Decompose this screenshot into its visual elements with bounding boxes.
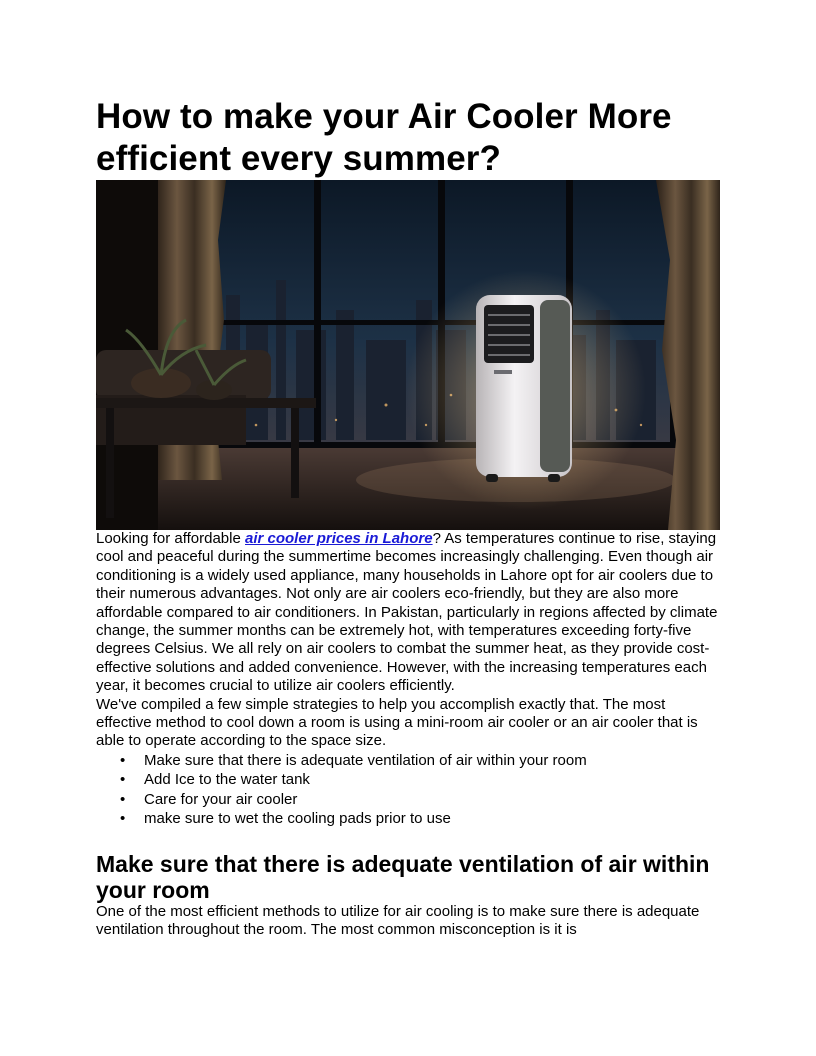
list-item (120, 809, 720, 829)
intro-paragraph (96, 530, 720, 696)
intro-text-rest: ? As temperatures continue to rise, staying cool and peaceful during the summertime becomes increasingly challenging. Even though air conditioning is a widely used appliance, many households in Lahore opt for air coolers due to their numerous advantages. Not only are air coolers eco-friendly, but they are also more affordable compared to air conditioners. In Pakistan, particularly in regions affected by climate change, the summer months can be extremely hot, with temperatures exceeding forty-five degrees Celsius. We all rely on air coolers to combat the summer heat, as they provide cost-effective solutions and added convenience. However, with the increasing temperatures each year, it becomes crucial to utilize air coolers efficiently. (96, 530, 718, 695)
section-body-ventilation: One of the most efficient methods to utilize for air cooling is to make sure there is adequate ventilation throughout the room. The most common misconception is it is (96, 902, 700, 939)
hero-image-air-cooler (96, 180, 720, 530)
bullet-icon: • (120, 751, 126, 769)
tips-list (96, 751, 720, 829)
intro-text-start: Looking for affordable (96, 530, 245, 547)
list-item (120, 751, 720, 771)
list-item (120, 790, 720, 810)
tip-text: Add Ice to the water tank (144, 771, 310, 789)
tip-text: Care for your air cooler (144, 790, 298, 808)
tip-text: Make sure that there is adequate ventilation of air within your room (144, 751, 587, 769)
bullet-icon: • (120, 810, 126, 828)
bullet-icon: • (120, 790, 126, 808)
list-item (120, 770, 720, 790)
section-heading-ventilation: Make sure that there is adequate ventilation of air within your room (96, 850, 710, 903)
air-cooler-prices-link[interactable]: air cooler prices in Lahore (245, 530, 433, 547)
article-title: How to make your Air Cooler More efficient every summer? (96, 97, 672, 178)
document-page (96, 96, 720, 940)
bullet-icon: • (120, 771, 126, 789)
tip-text: make sure to wet the cooling pads prior to use (144, 810, 451, 828)
strategies-paragraph: We've compiled a few simple strategies to help you accomplish exactly that. The most effective method to cool down a room is using a mini-room air cooler or an air cooler that is able to operate according to the space size. (96, 695, 698, 750)
